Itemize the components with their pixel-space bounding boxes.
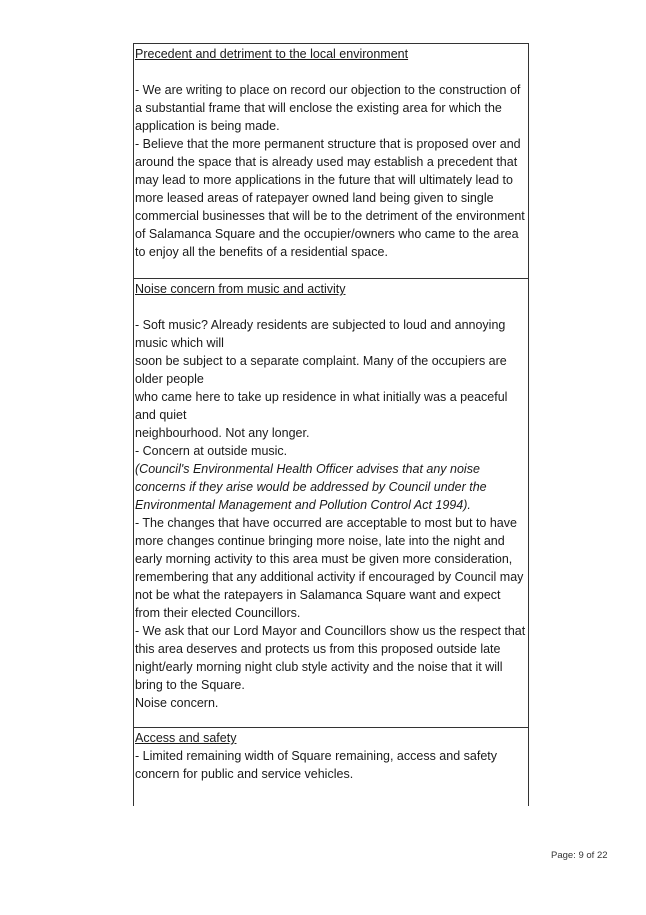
paragraph: - Soft music? Already residents are subjected to loud and annoying music which will: [135, 318, 506, 350]
section-noise: [134, 279, 528, 728]
council-note: (Council's Environmental Health Officer advises that any noise concerns if they arise would be addressed by Council under the Environmental Management and Pollution Control Act 1994).: [135, 462, 487, 512]
section-access: [134, 728, 528, 806]
paragraph: - Limited remaining width of Square remaining, access and safety concern for public and service vehicles.: [135, 749, 497, 781]
paragraph: - We are writing to place on record our objection to the construction of a substantial frame that will enclose the existing area for which the application is being made.: [135, 83, 521, 133]
blank-line: [135, 298, 528, 316]
blank-line: [135, 63, 528, 81]
submission-table: [133, 43, 529, 806]
paragraph: neighbourhood. Not any longer.: [135, 426, 310, 440]
paragraph: - We ask that our Lord Mayor and Councillors show us the respect that this area deserves and protects us from this proposed outside late night/early morning night club style activity and the noise that it will bring to the Square.: [135, 624, 526, 692]
paragraph: - Believe that the more permanent structure that is proposed over and around the space that is already used may establish a precedent that may lead to more applications in the future that will ultimately lead to more leased areas of ratepayer owned land being given to single commercial businesses that will be to the detriment of the environment of Salamanca Square and the occupier/owners who came to the area to enjoy all the benefits of a residential space.: [135, 137, 525, 259]
section-heading: Precedent and detriment to the local environment: [135, 47, 409, 61]
paragraph: - The changes that have occurred are acceptable to most but to have more changes continue bringing more noise, late into the night and early morning activity to this area must be given more consideration, remembering that any additional activity if encouraged by Council may not be what the ratepayers in Salamanca Square want and expect from their elected Councillors.: [135, 516, 524, 620]
page-number: Page: 9 of 22: [551, 850, 608, 861]
section-heading: Noise concern from music and activity: [135, 282, 346, 296]
paragraph: soon be subject to a separate complaint. Many of the occupiers are older people: [135, 354, 507, 386]
section-precedent: [134, 44, 528, 279]
paragraph: who came here to take up residence in what initially was a peaceful and quiet: [135, 390, 508, 422]
paragraph: - Concern at outside music.: [135, 444, 288, 458]
paragraph: Noise concern.: [135, 696, 219, 710]
section-heading: Access and safety: [135, 731, 237, 745]
